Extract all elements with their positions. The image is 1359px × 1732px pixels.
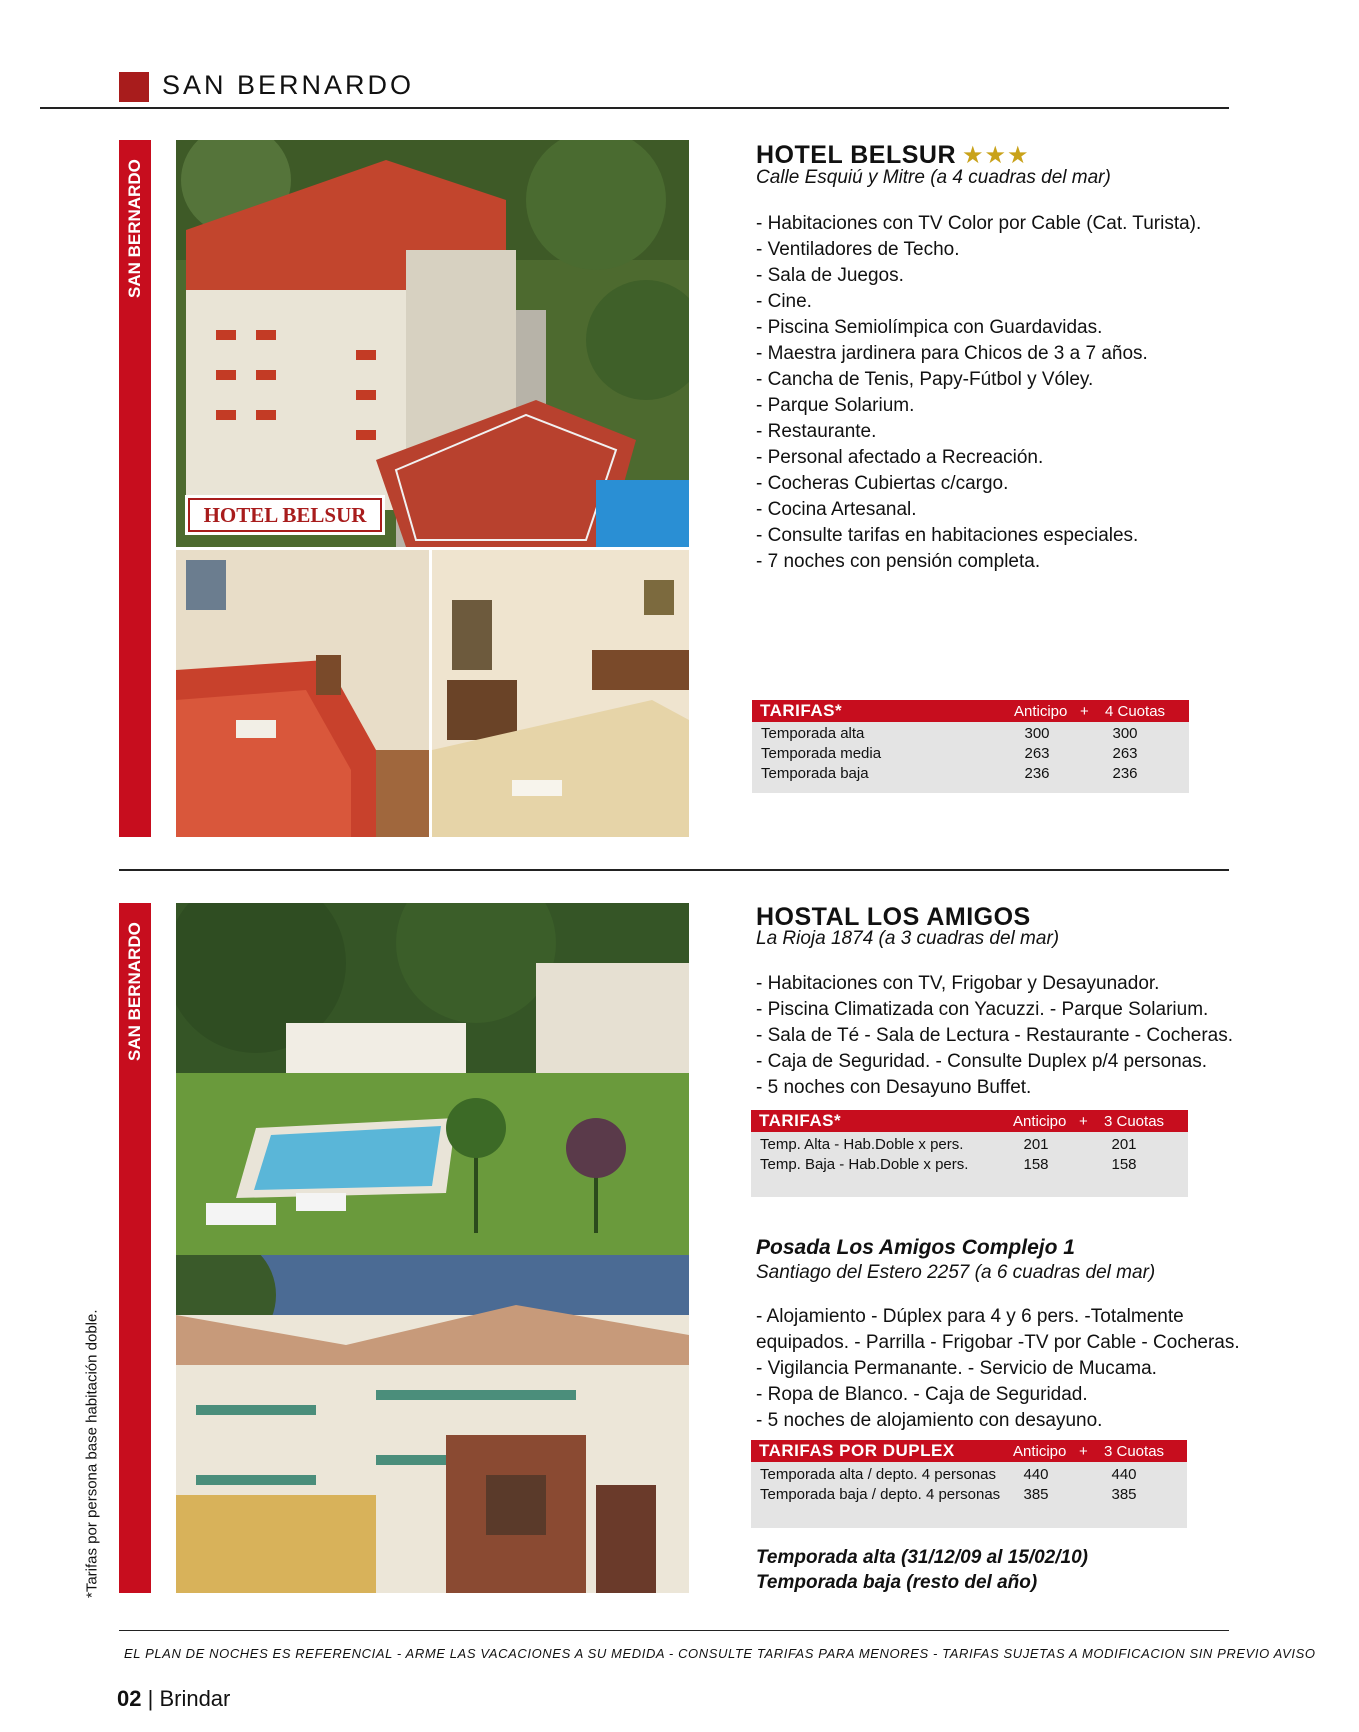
rate-label: Temporada alta / depto. 4 personas [760, 1466, 996, 1483]
footer-disclaimer: EL PLAN DE NOCHES ES REFERENCIAL - ARME LAS VACACIONES A SU MEDIDA - CONSULTE TARIFAS PARA MENORES - TARIFAS SUJETAS A MODIFICACION SIN PREVIO AVISO [124, 1646, 1316, 1661]
feature-item: - Piscina Semiolímpica con Guardavidas. [756, 317, 1103, 338]
rate-label: Temporada baja / depto. 4 personas [760, 1486, 1001, 1503]
rate-col-cuotas: 3 Cuotas [1104, 1442, 1165, 1460]
hotel-belsur-heading [756, 141, 1030, 170]
feature-item: - Cocina Artesanal. [756, 499, 917, 520]
rate-table-header [751, 1110, 1188, 1132]
rate-table-header [751, 1440, 1187, 1462]
hotel-belsur-photo-caption: HOTEL BELSUR [188, 498, 382, 532]
feature-item: - 5 noches con Desayuno Buffet. [756, 1077, 1032, 1098]
hotel-belsur-features [756, 211, 1236, 575]
rate-row [752, 724, 1189, 744]
rate-label: Temporada media [761, 745, 882, 762]
rate-col-anticipo: Anticipo [1013, 1442, 1067, 1460]
rate-label: Temp. Alta - Hab.Doble x pers. [760, 1136, 964, 1153]
rate-anticipo-value: 263 [1024, 745, 1050, 762]
rate-table-title: TARIFAS* [759, 1111, 842, 1130]
season-high-note: Temporada alta (31/12/09 al 15/02/10) [756, 1547, 1088, 1568]
rate-table-body [751, 1462, 1187, 1505]
hotel-belsur-name: HOTEL BELSUR [756, 141, 956, 169]
feature-item: - Sala de Juegos. [756, 265, 904, 286]
header-divider [40, 107, 1229, 109]
feature-item: - Sala de Té - Sala de Lectura - Restaurante - Cocheras. [756, 1025, 1234, 1046]
header-logo-square [119, 72, 149, 102]
section-sidebar [119, 903, 151, 1593]
feature-item: - 7 noches con pensión completa. [756, 551, 1041, 572]
rate-col-plus: + [1079, 1112, 1088, 1130]
star-rating-icon: ★★★ [962, 142, 1030, 169]
hostal-los-amigos-features [756, 971, 1236, 1101]
page-title: SAN BERNARDO [162, 70, 415, 100]
rate-row [752, 744, 1189, 764]
footer-separator: | [147, 1686, 154, 1711]
hotel-belsur-rate-table [752, 700, 1189, 793]
rate-row [751, 1465, 1187, 1485]
rate-anticipo-value: 158 [1023, 1156, 1049, 1173]
feature-item: - Alojamiento - Dúplex para 4 y 6 pers. -Totalmente equipados. - Parrilla - Frigobar -TV por Cable - Cocheras. [756, 1306, 1240, 1353]
rate-col-plus: + [1080, 702, 1089, 720]
rate-table-body [751, 1132, 1188, 1175]
rate-cuotas-value: 440 [1111, 1466, 1137, 1483]
feature-item: - Cocheras Cubiertas c/cargo. [756, 473, 1009, 494]
rate-col-plus: + [1079, 1442, 1088, 1460]
hostal-los-amigos-name: HOSTAL LOS AMIGOS [756, 903, 1031, 931]
rate-cuotas-value: 300 [1112, 725, 1138, 742]
rate-label: Temporada baja [761, 765, 869, 782]
feature-item: - Vigilancia Permanante. - Servicio de Mucama. [756, 1358, 1157, 1379]
rate-col-cuotas: 3 Cuotas [1104, 1112, 1165, 1130]
rate-anticipo-value: 385 [1023, 1486, 1049, 1503]
rate-col-anticipo: Anticipo [1013, 1112, 1067, 1130]
feature-item: - Ropa de Blanco. - Caja de Seguridad. [756, 1384, 1088, 1405]
feature-item: - Ventiladores de Techo. [756, 239, 960, 260]
rate-anticipo-value: 300 [1024, 725, 1050, 742]
rate-col-cuotas: 4 Cuotas [1105, 702, 1166, 720]
posada-building-photo [176, 1255, 689, 1593]
hotel-belsur-room-photo-2 [432, 550, 689, 837]
sidebar-label: SAN BERNARDO [125, 159, 144, 298]
hotel-belsur-aerial-photo [176, 140, 689, 547]
rate-table-body [752, 722, 1189, 784]
posada-rate-table [751, 1440, 1187, 1528]
rate-row [751, 1155, 1188, 1175]
rate-cuotas-value: 385 [1111, 1486, 1137, 1503]
page-footer [117, 1686, 230, 1712]
feature-item: - Parque Solarium. [756, 395, 915, 416]
page-number: 02 [117, 1686, 142, 1711]
footer-divider [119, 1630, 1229, 1631]
hotel-belsur-room-photo-1 [176, 550, 429, 837]
feature-item: - Cancha de Tenis, Papy-Fútbol y Vóley. [756, 369, 1094, 390]
rate-cuotas-value: 201 [1111, 1136, 1137, 1153]
rate-table-title: TARIFAS* [760, 701, 843, 720]
rate-table-header [752, 700, 1189, 722]
publication-name: Brindar [159, 1686, 231, 1711]
feature-item: - Piscina Climatizada con Yacuzzi. - Parque Solarium. [756, 999, 1209, 1020]
feature-item: - Caja de Seguridad. - Consulte Duplex p/4 personas. [756, 1051, 1207, 1072]
rate-row [751, 1485, 1187, 1505]
rate-anticipo-value: 440 [1023, 1466, 1049, 1483]
feature-item: - Maestra jardinera para Chicos de 3 a 7 años. [756, 343, 1148, 364]
feature-item: - Habitaciones con TV Color por Cable (Cat. Turista). [756, 213, 1202, 234]
rate-cuotas-value: 236 [1112, 765, 1138, 782]
hostal-los-amigos-address: La Rioja 1874 (a 3 cuadras del mar) [756, 928, 1060, 949]
posada-features [756, 1304, 1256, 1434]
feature-item: - Restaurante. [756, 421, 877, 442]
rate-anticipo-value: 236 [1024, 765, 1050, 782]
rate-row [752, 764, 1189, 784]
posada-name: Posada Los Amigos Complejo 1 [756, 1236, 1075, 1259]
hostal-los-amigos-rate-table [751, 1110, 1188, 1197]
feature-item: - Cine. [756, 291, 812, 312]
section-divider [119, 869, 1229, 871]
section-sidebar [119, 140, 151, 837]
rates-footnote: *Tarifas por persona base habitación doble. [83, 1309, 101, 1598]
hotel-belsur-address: Calle Esquiú y Mitre (a 4 cuadras del mar) [756, 167, 1111, 188]
rate-row [751, 1135, 1188, 1155]
rate-table-title: TARIFAS POR DUPLEX [759, 1441, 955, 1460]
rate-label: Temp. Baja - Hab.Doble x pers. [760, 1156, 969, 1173]
feature-item: - 5 noches de alojamiento con desayuno. [756, 1410, 1103, 1431]
season-low-note: Temporada baja (resto del año) [756, 1572, 1038, 1593]
rate-col-anticipo: Anticipo [1014, 702, 1068, 720]
rate-anticipo-value: 201 [1023, 1136, 1049, 1153]
rate-cuotas-value: 158 [1111, 1156, 1137, 1173]
hostal-pool-garden-photo [176, 903, 689, 1255]
sidebar-label: SAN BERNARDO [125, 922, 144, 1061]
rate-cuotas-value: 263 [1112, 745, 1138, 762]
feature-item: - Consulte tarifas en habitaciones especiales. [756, 525, 1139, 546]
rate-label: Temporada alta [761, 725, 865, 742]
feature-item: - Personal afectado a Recreación. [756, 447, 1044, 468]
feature-item: - Habitaciones con TV, Frigobar y Desayunador. [756, 973, 1160, 994]
posada-address: Santiago del Estero 2257 (a 6 cuadras del mar) [756, 1262, 1156, 1283]
